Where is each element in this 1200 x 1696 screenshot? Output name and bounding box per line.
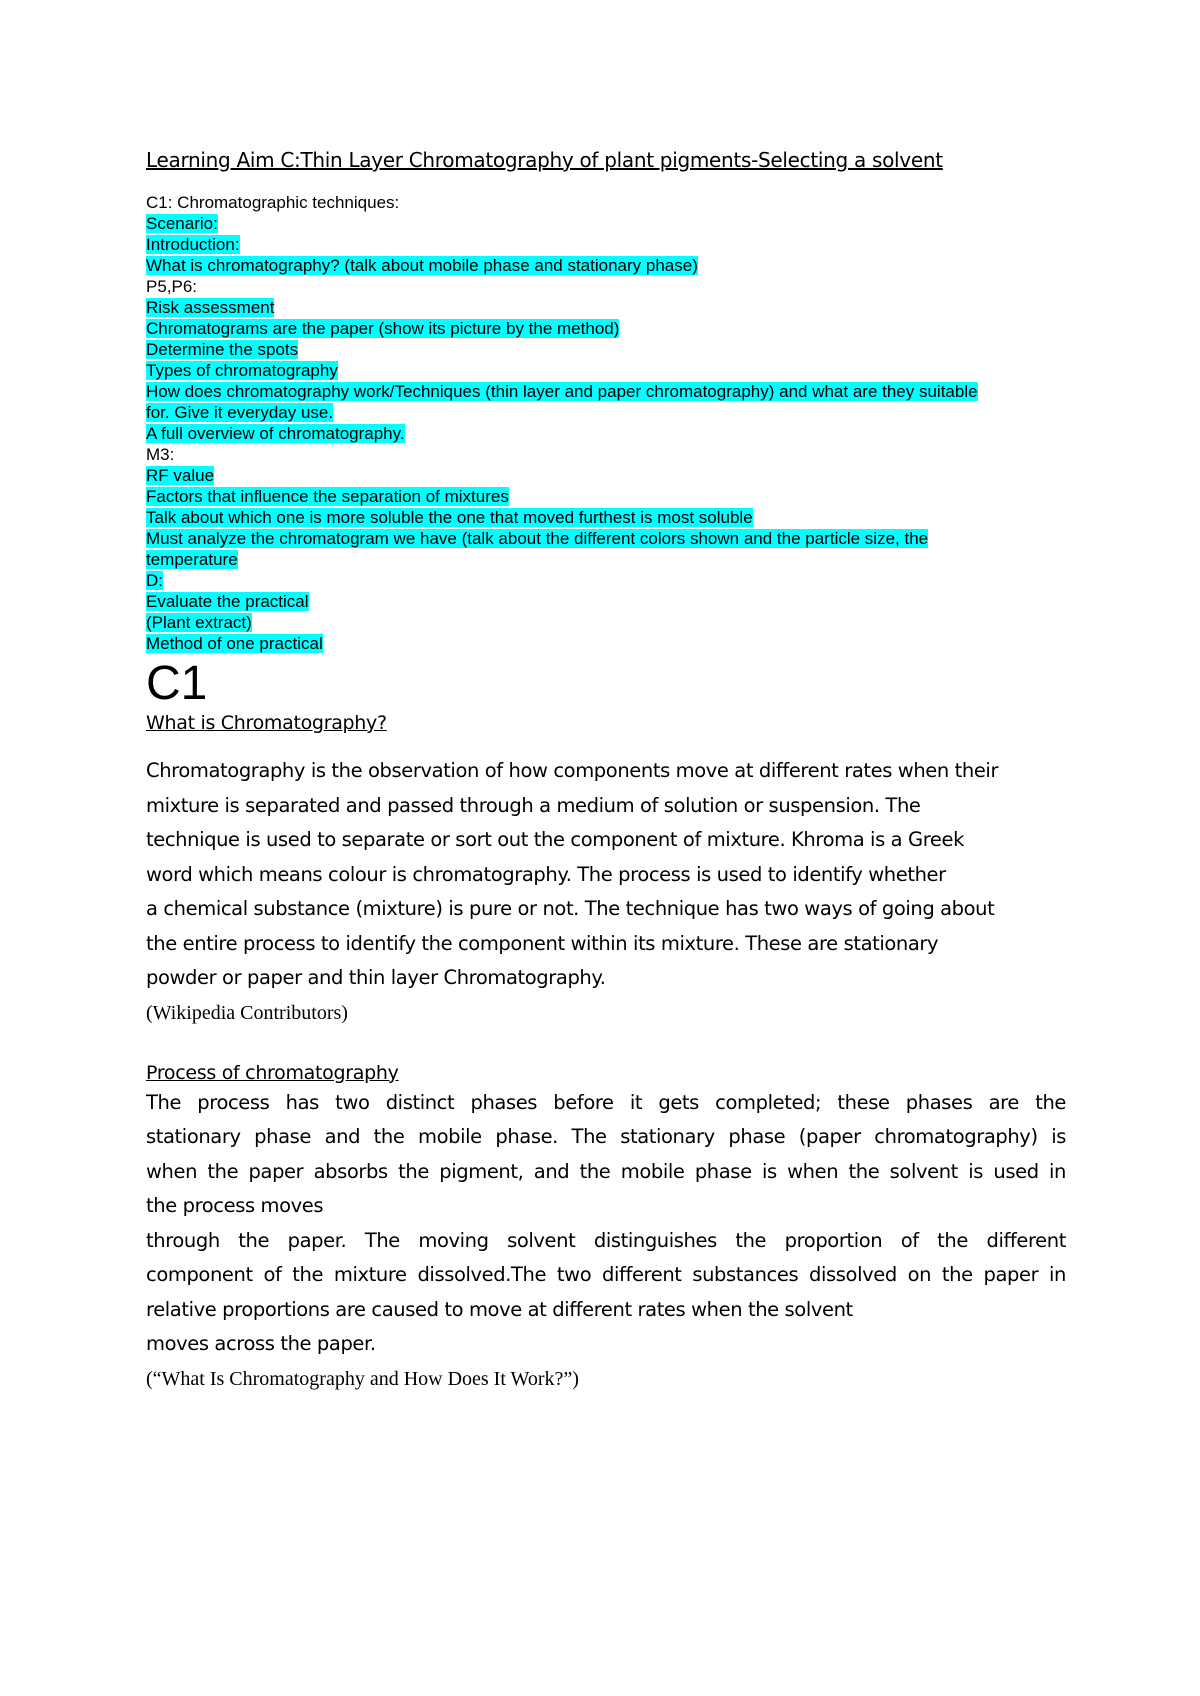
note-text-highlighted: What is chromatography? (talk about mobile phase and stationary phase) xyxy=(146,256,698,275)
note-line xyxy=(146,213,1066,234)
process-citation: (“What Is Chromatography and How Does It Work?”) xyxy=(146,1367,579,1390)
process-heading: Process of chromatography xyxy=(146,1061,399,1084)
note-text-highlighted: Factors that influence the separation of mixtures xyxy=(146,487,509,506)
note-text-highlighted: (Plant extract) xyxy=(146,613,252,632)
what-is-heading: What is Chromatography? xyxy=(146,712,387,734)
note-text-highlighted: D: xyxy=(146,571,163,590)
note-line xyxy=(146,297,1066,318)
note-text: C1: Chromatographic techniques: xyxy=(146,193,400,212)
note-text-highlighted: Scenario: xyxy=(146,214,218,233)
section-heading: C1 xyxy=(146,657,208,710)
notes-list xyxy=(146,192,1066,654)
note-line xyxy=(146,423,1066,444)
document-title: Learning Aim C:Thin Layer Chromatography of plant pigments-Selecting a solvent xyxy=(146,148,943,172)
paragraph-line: a chemical substance (mixture) is pure or not. The technique has two ways of going about xyxy=(146,897,995,920)
note-line xyxy=(146,402,1066,423)
note-text-highlighted: Talk about which one is more soluble the one that moved furthest is most soluble xyxy=(146,508,753,527)
paragraph-line: relative proportions are caused to move at different rates when the solvent xyxy=(146,1297,853,1321)
note-line xyxy=(146,507,1066,528)
note-text: P5,P6: xyxy=(146,277,198,296)
paragraph-line: stationary phase and the mobile phase. The stationary phase (paper chromatography) is xyxy=(146,1125,1066,1148)
paragraph-line: technique is used to separate or sort out the component of mixture. Khroma is a Greek xyxy=(146,828,964,851)
note-text-highlighted: Evaluate the practical xyxy=(146,592,309,611)
note-text-highlighted: Risk assessment xyxy=(146,298,275,317)
document-content xyxy=(146,148,1066,1396)
note-line xyxy=(146,486,1066,507)
note-text-highlighted: Introduction: xyxy=(146,235,240,254)
note-text-highlighted: temperature xyxy=(146,550,238,569)
paragraph-line: moves across the paper. xyxy=(146,1332,376,1355)
paragraph-line: the entire process to identify the component within its mixture. These are stationary xyxy=(146,931,939,955)
note-line xyxy=(146,528,1066,549)
paragraph-line: Chromatography is the observation of how components move at different rates when their xyxy=(146,759,999,782)
note-text-highlighted: RF value xyxy=(146,466,215,485)
note-line xyxy=(146,612,1066,633)
note-line xyxy=(146,234,1066,255)
note-text-highlighted: A full overview of chromatography. xyxy=(146,424,405,443)
paragraph-line: when the paper absorbs the pigment, and the mobile phase is when the solvent is used in xyxy=(146,1159,1066,1183)
paragraph-line: powder or paper and thin layer Chromatography. xyxy=(146,966,606,989)
note-line xyxy=(146,444,1066,465)
note-text: M3: xyxy=(146,445,175,464)
note-line xyxy=(146,339,1066,360)
note-line xyxy=(146,381,1066,402)
paragraph-line: word which means colour is chromatography. The process is used to identify whether xyxy=(146,862,946,886)
what-is-citation: (Wikipedia Contributors) xyxy=(146,1001,348,1024)
paragraph-line: mixture is separated and passed through a medium of solution or suspension. The xyxy=(146,793,921,817)
note-line xyxy=(146,276,1066,297)
what-is-paragraph xyxy=(146,754,1066,996)
note-text-highlighted: Chromatograms are the paper (show its picture by the method) xyxy=(146,319,620,338)
paragraph-line: component of the mixture dissolved.The two different substances dissolved on the paper in xyxy=(146,1263,1066,1286)
note-line xyxy=(146,633,1066,654)
note-line xyxy=(146,192,1066,213)
note-text-highlighted: How does chromatography work/Techniques (thin layer and paper chromatography) and what are they suitable xyxy=(146,382,978,401)
paragraph-line: the process moves xyxy=(146,1194,324,1217)
note-line xyxy=(146,318,1066,339)
note-line xyxy=(146,570,1066,591)
note-line xyxy=(146,549,1066,570)
note-text-highlighted: Method of one practical xyxy=(146,634,323,653)
note-line xyxy=(146,255,1066,276)
paragraph-line: The process has two distinct phases before it gets completed; these phases are the xyxy=(146,1090,1066,1114)
note-line xyxy=(146,465,1066,486)
note-line xyxy=(146,591,1066,612)
note-text-highlighted: Must analyze the chromatogram we have (talk about the different colors shown and the particle size, the xyxy=(146,529,929,548)
spacer xyxy=(146,1030,1066,1062)
paragraph-line: through the paper. The moving solvent distinguishes the proportion of the different xyxy=(146,1228,1066,1252)
note-text-highlighted: Determine the spots xyxy=(146,340,299,359)
note-line xyxy=(146,360,1066,381)
note-text-highlighted: for. Give it everyday use. xyxy=(146,403,334,422)
process-paragraph xyxy=(146,1086,1066,1362)
note-text-highlighted: Types of chromatography xyxy=(146,361,338,380)
